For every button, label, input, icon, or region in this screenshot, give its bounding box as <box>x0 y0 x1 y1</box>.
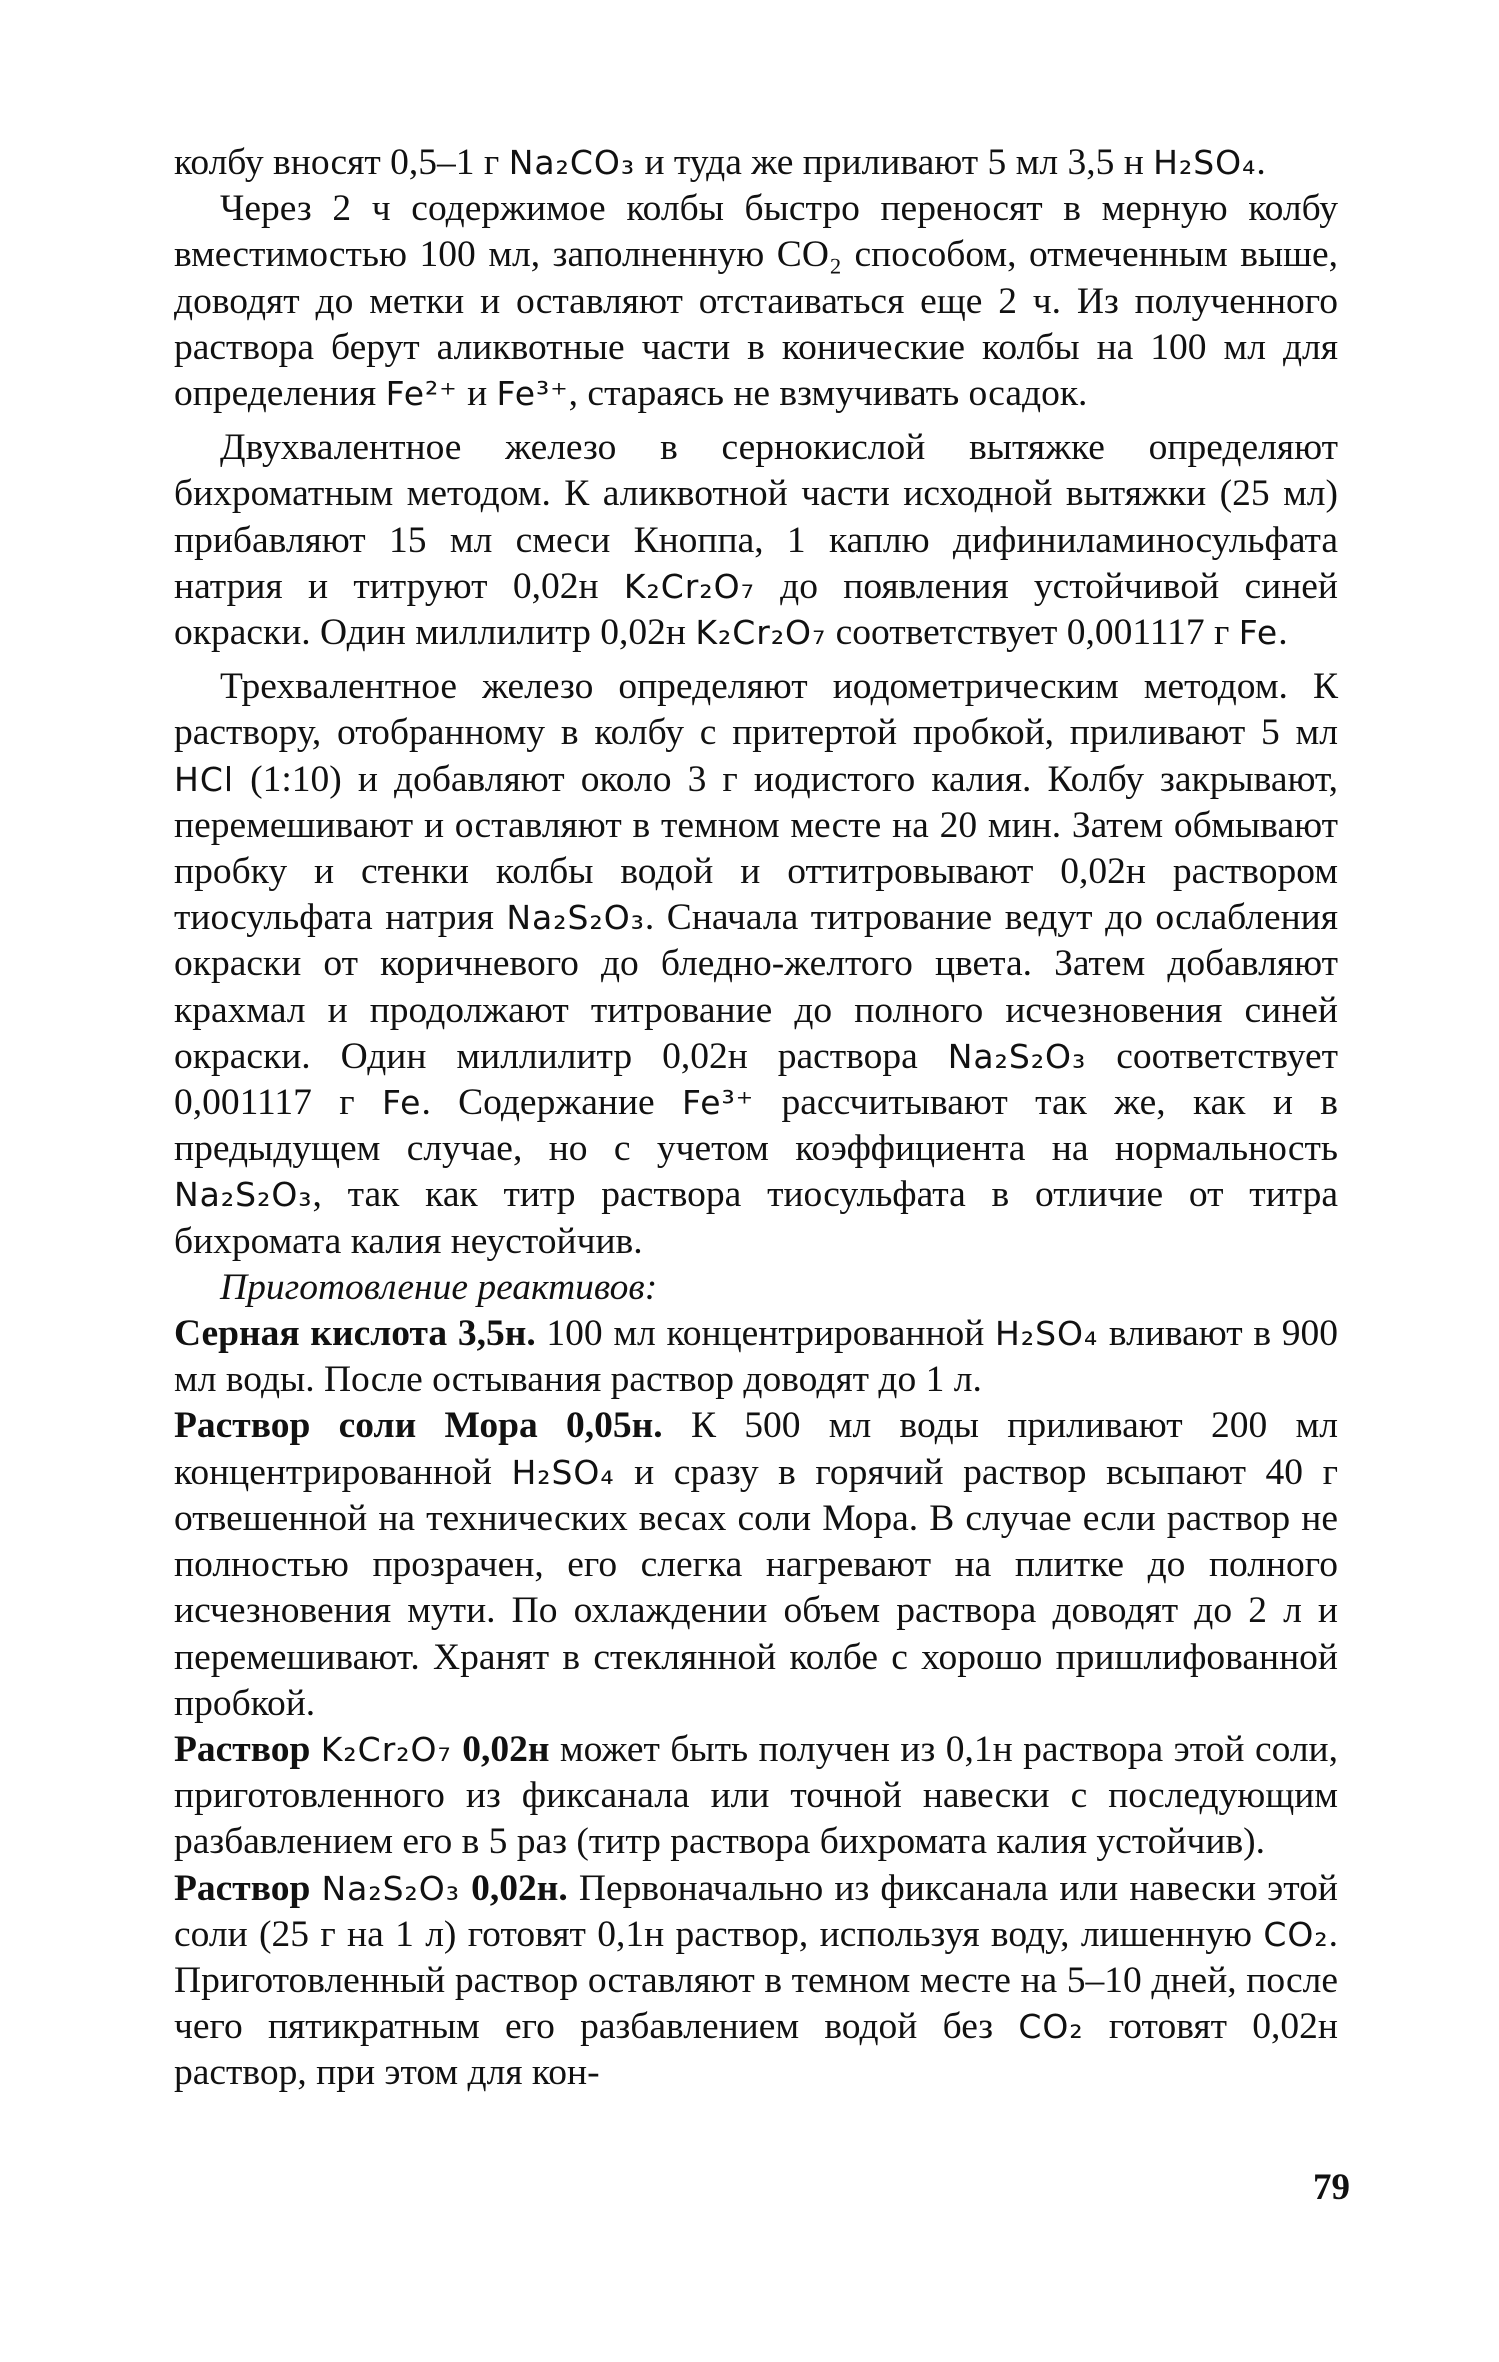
paragraph-ferrous-iron: Двухвалентное железо в сернокислой вытяжке определяют бихроматным методом. К аликвотной части исходной вытяжки (25 мл) прибавляют 15 мл смеси Кноппа, 1 каплю дифиниламиносульфата натрия и титруют 0,02н K₂Cr₂O₇ до появления устойчивой синей окраски. Один миллилитр 0,02н K₂Cr₂O₇ соответствует 0,001117 г Fe. <box>174 427 1338 654</box>
formula: CO₂ <box>1263 1914 1329 1954</box>
reagent-dichromate: Раствор K₂Cr₂O₇ 0,02н может быть получен из 0,1н раствора этой соли, приготовленного из фиксанала или точной навески с последующим разбавлением его в 5 раз (титр раствора бихромата калия устойчив). <box>174 1728 1338 1863</box>
formula: K₂Cr₂O₇ <box>623 566 755 606</box>
reagent-thiosulfate: Раствор Na₂S₂O₃ 0,02н. Первоначально из фиксанала или навески этой соли (25 г на 1 л) готовят 0,1н раствор, используя воду, лишенную CO₂. Приготовленный раствор оставляют в темном месте на 5–10 дней, после чего пятикратным его разбавлением водой без CO₂ готовят 0,02н раствор, при этом для кон- <box>174 1867 1338 2094</box>
formula: HCl <box>174 759 235 799</box>
formula: Na₂S₂O₃ <box>947 1036 1087 1076</box>
paragraph-ferric-iron: Трехвалентное железо определяют иодометрическим методом. К раствору, отобранному в колбу с притертой пробкой, приливают 5 мл HCl (1:10) и добавляют около 3 г иодистого калия. Колбу закрывают, перемешивают и оставляют в темном месте на 20 мин. Затем обмывают пробку и стенки колбы водой и оттитровывают 0,02н раствором тиосульфата натрия Na₂S₂O₃. Сначала титрование ведут до ослабления окраски от коричневого до бледно-желтого цвета. Затем добавляют крахмал и продолжают титрование до полного исчезновения синей окраски. Один миллилитр 0,02н раствора Na₂S₂O₃ соответствует 0,001117 г Fe. Содержание Fe³⁺ рассчитывают так же, как и в предыдущем случае, но с учетом коэффициента на нормальность Na₂S₂O₃, так как титр раствора тиосульфата в отличие от титра бихромата калия неустойчив. <box>174 666 1338 1262</box>
formula: Fe <box>381 1083 422 1123</box>
page-body <box>174 140 1338 2097</box>
formula: Fe²⁺ <box>385 374 458 414</box>
reagent-sulfuric-acid: Серная кислота 3,5н. 100 мл концентрированной H₂SO₄ вливают в 900 мл воды. После остывания раствор доводят до 1 л. <box>174 1313 1339 1401</box>
formula: Fe³⁺ <box>496 374 569 414</box>
formula: Fe³⁺ <box>682 1083 755 1123</box>
paragraph-transfer: Через 2 ч содержимое колбы быстро переносят в мерную колбу вместимостью 100 мл, заполненную СО₂ способом, отмеченным выше, доводят до метки и оставляют отстаиваться еще 2 ч. Из полученного раствора берут аликвотные части в конические колбы на 100 мл для определения Fe²⁺ и Fe³⁺, стараясь не взмучивать осадок. <box>174 188 1338 415</box>
formula: Fe <box>1238 613 1279 653</box>
formula: H₂SO₄ <box>1153 143 1257 182</box>
formula: Na₂CO₃ <box>508 143 636 182</box>
formula: K₂Cr₂O₇ <box>695 613 827 653</box>
formula: Na₂S₂O₃ <box>506 898 645 938</box>
page-number: 79 <box>1313 2167 1350 2208</box>
reagent-mohr-salt: Раствор соли Мора 0,05н. К 500 мл воды приливают 200 мл концентрированной H₂SO₄ и сразу в горячий раствор всыпают 40 г отвешенной на технических весах соли Мора. В случае если раствор не полностью прозрачен, его слегка нагревают на плитке до полного исчезновения мути. По охлаждении объем раствора доводят до 2 л и перемешивают. Хранят в стеклянной колбе с хорошо пришлифованной пробкой. <box>174 1405 1338 1724</box>
formula: H₂SO₄ <box>995 1314 1099 1354</box>
paragraph-continued: колбу вносят 0,5–1 г Na₂CO₃ и туда же приливают 5 мл 3,5 н H₂SO₄. <box>174 142 1266 183</box>
formula: Na₂S₂O₃ <box>174 1175 313 1215</box>
formula: Na₂S₂O₃ <box>321 1868 460 1908</box>
section-heading: Приготовление реактивов: <box>220 1266 658 1308</box>
formula: CO₂ <box>1018 2007 1084 2047</box>
formula: K₂Cr₂O₇ <box>320 1729 452 1769</box>
formula: H₂SO₄ <box>511 1452 615 1492</box>
